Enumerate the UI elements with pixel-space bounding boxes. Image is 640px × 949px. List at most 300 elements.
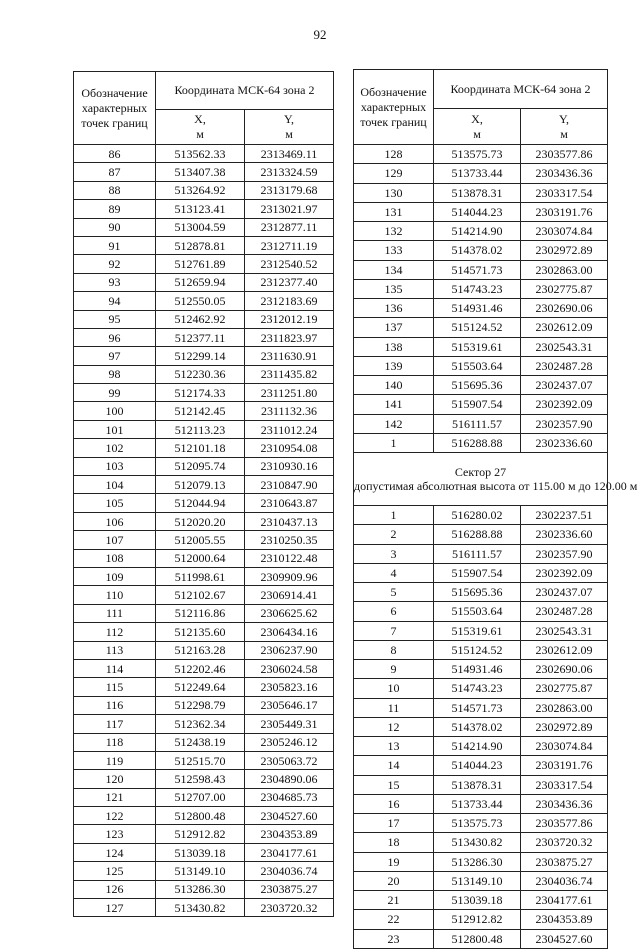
x-coordinate-cell: 512298.79 — [156, 696, 245, 714]
table-row — [74, 218, 334, 236]
table-row — [354, 222, 608, 241]
table-row — [354, 183, 608, 202]
x-coordinate-cell: 512438.19 — [156, 733, 245, 751]
x-coordinate-cell: 512550.05 — [156, 292, 245, 310]
point-number-cell: 138 — [354, 337, 434, 356]
x-coordinate-cell: 515319.61 — [434, 621, 521, 640]
point-number-cell: 114 — [74, 659, 156, 677]
y-coordinate-cell: 2302972.89 — [521, 717, 608, 736]
y-coordinate-cell: 2303074.84 — [521, 222, 608, 241]
table-row — [74, 255, 334, 273]
y-coordinate-cell: 2310437.13 — [245, 512, 334, 530]
point-number-cell: 96 — [74, 328, 156, 346]
x-coordinate-cell: 514378.02 — [434, 241, 521, 260]
y-coordinate-cell: 2303317.54 — [521, 183, 608, 202]
x-coordinate-cell: 514743.23 — [434, 679, 521, 698]
table-row — [354, 679, 608, 698]
x-coordinate-cell: 512135.60 — [156, 623, 245, 641]
point-number-cell: 3 — [354, 544, 434, 563]
x-coordinate-cell: 512202.46 — [156, 659, 245, 677]
point-number-cell: 8 — [354, 640, 434, 659]
y-coordinate-cell: 2304890.06 — [245, 770, 334, 788]
point-number-cell: 12 — [354, 717, 434, 736]
table-row — [354, 833, 608, 852]
table-row — [74, 531, 334, 549]
table-row — [354, 395, 608, 414]
table-row — [74, 733, 334, 751]
table-row — [354, 660, 608, 679]
x-coordinate-cell: 512462.92 — [156, 310, 245, 328]
sector-description: допустимая абсолютная высота от 115.00 м до 120.00 м — [354, 479, 638, 493]
x-coordinate-cell: 513575.73 — [434, 145, 521, 164]
table-row — [354, 775, 608, 794]
x-coordinate-cell: 512101.18 — [156, 439, 245, 457]
y-coordinate-cell: 2306237.90 — [245, 641, 334, 659]
x-coordinate-cell: 513286.30 — [156, 880, 245, 898]
y-coordinate-cell: 2302775.87 — [521, 279, 608, 298]
table-row — [74, 200, 334, 218]
point-number-cell: 106 — [74, 512, 156, 530]
header-x — [156, 110, 245, 145]
y-coordinate-cell: 2313179.68 — [245, 181, 334, 199]
y-coordinate-cell: 2310250.35 — [245, 531, 334, 549]
y-coordinate-cell: 2310847.90 — [245, 476, 334, 494]
table-row — [74, 843, 334, 861]
x-coordinate-cell: 516280.02 — [434, 506, 521, 525]
point-number-cell: 100 — [74, 402, 156, 420]
point-number-cell: 131 — [354, 202, 434, 221]
x-coordinate-cell: 513264.92 — [156, 181, 245, 199]
x-coordinate-cell: 514378.02 — [434, 717, 521, 736]
y-coordinate-cell: 2304177.61 — [245, 843, 334, 861]
header-point-designation: Обозначение характерных точек границ — [74, 72, 156, 145]
y-coordinate-cell: 2310930.16 — [245, 457, 334, 475]
y-coordinate-cell: 2309909.96 — [245, 567, 334, 585]
table-row — [354, 544, 608, 563]
x-coordinate-cell: 513123.41 — [156, 200, 245, 218]
y-coordinate-cell: 2303191.76 — [521, 202, 608, 221]
table-row — [354, 164, 608, 183]
x-coordinate-cell: 512116.86 — [156, 604, 245, 622]
y-coordinate-cell: 2302437.07 — [521, 583, 608, 602]
x-coordinate-cell: 512598.43 — [156, 770, 245, 788]
table-row — [74, 604, 334, 622]
y-coordinate-cell: 2312377.40 — [245, 273, 334, 291]
x-coordinate-cell: 514044.23 — [434, 756, 521, 775]
table-row — [354, 414, 608, 433]
y-coordinate-cell: 2310122.48 — [245, 549, 334, 567]
point-number-cell: 135 — [354, 279, 434, 298]
y-coordinate-cell: 2302357.90 — [521, 544, 608, 563]
table-row — [354, 433, 608, 452]
point-number-cell: 111 — [74, 604, 156, 622]
x-coordinate-cell: 512005.55 — [156, 531, 245, 549]
y-coordinate-cell: 2312711.19 — [245, 236, 334, 254]
point-number-cell: 113 — [74, 641, 156, 659]
table-row — [74, 549, 334, 567]
x-coordinate-cell: 512249.64 — [156, 678, 245, 696]
point-number-cell: 93 — [74, 273, 156, 291]
y-coordinate-cell: 2302972.89 — [521, 241, 608, 260]
y-coordinate-cell: 2303720.32 — [521, 833, 608, 852]
table-row — [354, 202, 608, 221]
point-number-cell: 117 — [74, 715, 156, 733]
x-coordinate-cell: 513430.82 — [156, 899, 245, 917]
x-coordinate-cell: 513149.10 — [156, 862, 245, 880]
y-coordinate-cell: 2306914.41 — [245, 586, 334, 604]
point-number-cell: 23 — [354, 929, 434, 948]
point-number-cell: 4 — [354, 563, 434, 582]
y-coordinate-cell: 2302690.06 — [521, 299, 608, 318]
table-row — [74, 347, 334, 365]
point-number-cell: 104 — [74, 476, 156, 494]
header-y-label: Y, — [558, 111, 570, 126]
y-coordinate-cell: 2305823.16 — [245, 678, 334, 696]
x-coordinate-cell: 515124.52 — [434, 318, 521, 337]
y-coordinate-cell: 2311630.91 — [245, 347, 334, 365]
table-row — [74, 273, 334, 291]
sector-title: Сектор 27 — [454, 465, 507, 479]
table-row — [74, 825, 334, 843]
table-row — [354, 929, 608, 948]
table-row — [354, 376, 608, 395]
x-coordinate-cell: 513004.59 — [156, 218, 245, 236]
header-y-unit: м — [560, 126, 568, 141]
y-coordinate-cell: 2303720.32 — [245, 899, 334, 917]
point-number-cell: 11 — [354, 698, 434, 717]
header-y-unit: м — [285, 127, 293, 141]
header-y — [245, 110, 334, 145]
x-coordinate-cell: 514044.23 — [434, 202, 521, 221]
y-coordinate-cell: 2303317.54 — [521, 775, 608, 794]
x-coordinate-cell: 512142.45 — [156, 402, 245, 420]
x-coordinate-cell: 514571.73 — [434, 698, 521, 717]
y-coordinate-cell: 2302336.60 — [521, 525, 608, 544]
y-coordinate-cell: 2303577.86 — [521, 145, 608, 164]
point-number-cell: 5 — [354, 583, 434, 602]
y-coordinate-cell: 2304527.60 — [521, 929, 608, 948]
x-coordinate-cell: 512659.94 — [156, 273, 245, 291]
point-number-cell: 128 — [354, 145, 434, 164]
y-coordinate-cell: 2310643.87 — [245, 494, 334, 512]
y-coordinate-cell: 2311823.97 — [245, 328, 334, 346]
y-coordinate-cell: 2302392.09 — [521, 563, 608, 582]
table-row — [74, 678, 334, 696]
x-coordinate-cell: 513733.44 — [434, 164, 521, 183]
y-coordinate-cell: 2304177.61 — [521, 891, 608, 910]
x-coordinate-cell: 513562.33 — [156, 145, 245, 163]
x-coordinate-cell: 513149.10 — [434, 871, 521, 890]
y-coordinate-cell: 2302543.31 — [521, 621, 608, 640]
point-number-cell: 119 — [74, 751, 156, 769]
point-number-cell: 134 — [354, 260, 434, 279]
x-coordinate-cell: 512515.70 — [156, 751, 245, 769]
x-coordinate-cell: 512079.13 — [156, 476, 245, 494]
point-number-cell: 129 — [354, 164, 434, 183]
table-row — [354, 356, 608, 375]
y-coordinate-cell: 2302487.28 — [521, 602, 608, 621]
table-row — [74, 659, 334, 677]
point-number-cell: 86 — [74, 145, 156, 163]
y-coordinate-cell: 2302690.06 — [521, 660, 608, 679]
point-number-cell: 110 — [74, 586, 156, 604]
x-coordinate-cell: 515695.36 — [434, 376, 521, 395]
y-coordinate-cell: 2302863.00 — [521, 260, 608, 279]
y-coordinate-cell: 2304036.74 — [521, 871, 608, 890]
x-coordinate-cell: 512707.00 — [156, 788, 245, 806]
table-row — [354, 640, 608, 659]
x-coordinate-cell: 513878.31 — [434, 183, 521, 202]
table-row — [74, 310, 334, 328]
table-row — [354, 525, 608, 544]
table-row — [74, 181, 334, 199]
y-coordinate-cell: 2305449.31 — [245, 715, 334, 733]
header-coordinate-system: Координата МСК-64 зона 2 — [156, 72, 334, 110]
table-row — [74, 899, 334, 917]
table-row — [74, 163, 334, 181]
table-row — [354, 756, 608, 775]
y-coordinate-cell: 2302357.90 — [521, 414, 608, 433]
x-coordinate-cell: 512362.34 — [156, 715, 245, 733]
y-coordinate-cell: 2303875.27 — [521, 852, 608, 871]
x-coordinate-cell: 512000.64 — [156, 549, 245, 567]
x-coordinate-cell: 512299.14 — [156, 347, 245, 365]
y-coordinate-cell: 2303191.76 — [521, 756, 608, 775]
point-number-cell: 21 — [354, 891, 434, 910]
table-row — [354, 318, 608, 337]
y-coordinate-cell: 2305246.12 — [245, 733, 334, 751]
table-row — [354, 602, 608, 621]
point-number-cell: 116 — [74, 696, 156, 714]
x-coordinate-cell: 512044.94 — [156, 494, 245, 512]
x-coordinate-cell: 512230.36 — [156, 365, 245, 383]
point-number-cell: 107 — [74, 531, 156, 549]
coordinates-table-right — [353, 69, 638, 949]
point-number-cell: 7 — [354, 621, 434, 640]
y-coordinate-cell: 2303074.84 — [521, 737, 608, 756]
table-row — [354, 279, 608, 298]
table-row — [74, 807, 334, 825]
table-row — [354, 794, 608, 813]
y-coordinate-cell: 2303875.27 — [245, 880, 334, 898]
table-row — [354, 871, 608, 890]
x-coordinate-cell: 512761.89 — [156, 255, 245, 273]
table-row — [74, 715, 334, 733]
y-coordinate-cell: 2310954.08 — [245, 439, 334, 457]
x-coordinate-cell: 514214.90 — [434, 737, 521, 756]
x-coordinate-cell: 512912.82 — [156, 825, 245, 843]
point-number-cell: 137 — [354, 318, 434, 337]
point-number-cell: 90 — [74, 218, 156, 236]
point-number-cell: 139 — [354, 356, 434, 375]
point-number-cell: 120 — [74, 770, 156, 788]
point-number-cell: 9 — [354, 660, 434, 679]
table-row — [74, 420, 334, 438]
x-coordinate-cell: 512113.23 — [156, 420, 245, 438]
x-coordinate-cell: 513039.18 — [156, 843, 245, 861]
point-number-cell: 97 — [74, 347, 156, 365]
y-coordinate-cell: 2302487.28 — [521, 356, 608, 375]
y-coordinate-cell: 2313324.59 — [245, 163, 334, 181]
table-row — [74, 567, 334, 585]
x-coordinate-cell: 512163.28 — [156, 641, 245, 659]
point-number-cell: 126 — [74, 880, 156, 898]
y-coordinate-cell: 2303577.86 — [521, 814, 608, 833]
table-row — [74, 586, 334, 604]
x-coordinate-cell: 514214.90 — [434, 222, 521, 241]
x-coordinate-cell: 513286.30 — [434, 852, 521, 871]
y-coordinate-cell: 2312877.11 — [245, 218, 334, 236]
table-row — [74, 862, 334, 880]
point-number-cell: 109 — [74, 567, 156, 585]
point-number-cell: 130 — [354, 183, 434, 202]
table-row — [74, 641, 334, 659]
x-coordinate-cell: 512800.48 — [434, 929, 521, 948]
y-coordinate-cell: 2305646.17 — [245, 696, 334, 714]
header-coordinate-system: Координата МСК-64 зона 2 — [434, 70, 608, 109]
header-y-label: Y, — [283, 112, 295, 126]
header-x — [434, 109, 521, 145]
point-number-cell: 136 — [354, 299, 434, 318]
point-number-cell: 13 — [354, 737, 434, 756]
table-row — [74, 788, 334, 806]
point-number-cell: 118 — [74, 733, 156, 751]
x-coordinate-cell: 516288.88 — [434, 525, 521, 544]
x-coordinate-cell: 515503.64 — [434, 602, 521, 621]
header-x-unit: м — [196, 127, 204, 141]
point-number-cell: 20 — [354, 871, 434, 890]
x-coordinate-cell: 513575.73 — [434, 814, 521, 833]
point-number-cell: 140 — [354, 376, 434, 395]
header-y — [521, 109, 608, 145]
y-coordinate-cell: 2302237.51 — [521, 506, 608, 525]
x-coordinate-cell: 512878.81 — [156, 236, 245, 254]
table-row — [354, 621, 608, 640]
point-number-cell: 94 — [74, 292, 156, 310]
point-number-cell: 16 — [354, 794, 434, 813]
point-number-cell: 18 — [354, 833, 434, 852]
point-number-cell: 6 — [354, 602, 434, 621]
table-row — [354, 910, 608, 929]
table-row — [354, 814, 608, 833]
point-number-cell: 132 — [354, 222, 434, 241]
x-coordinate-cell: 515695.36 — [434, 583, 521, 602]
y-coordinate-cell: 2302863.00 — [521, 698, 608, 717]
header-x-unit: м — [473, 126, 481, 141]
point-number-cell: 124 — [74, 843, 156, 861]
point-number-cell: 142 — [354, 414, 434, 433]
x-coordinate-cell: 516111.57 — [434, 414, 521, 433]
coordinates-table-left — [73, 71, 334, 917]
table-row — [74, 623, 334, 641]
point-number-cell: 122 — [74, 807, 156, 825]
point-number-cell: 127 — [74, 899, 156, 917]
point-number-cell: 87 — [74, 163, 156, 181]
point-number-cell: 115 — [74, 678, 156, 696]
y-coordinate-cell: 2312012.19 — [245, 310, 334, 328]
x-coordinate-cell: 513430.82 — [434, 833, 521, 852]
point-number-cell: 2 — [354, 525, 434, 544]
x-coordinate-cell: 511998.61 — [156, 567, 245, 585]
point-number-cell: 101 — [74, 420, 156, 438]
x-coordinate-cell: 512020.20 — [156, 512, 245, 530]
x-coordinate-cell: 514931.46 — [434, 660, 521, 679]
y-coordinate-cell: 2306625.62 — [245, 604, 334, 622]
point-number-cell: 141 — [354, 395, 434, 414]
point-number-cell: 19 — [354, 852, 434, 871]
x-coordinate-cell: 513407.38 — [156, 163, 245, 181]
y-coordinate-cell: 2312183.69 — [245, 292, 334, 310]
y-coordinate-cell: 2302775.87 — [521, 679, 608, 698]
x-coordinate-cell: 514931.46 — [434, 299, 521, 318]
x-coordinate-cell: 513878.31 — [434, 775, 521, 794]
x-coordinate-cell: 513039.18 — [434, 891, 521, 910]
header-x-label: X, — [471, 111, 483, 126]
point-number-cell: 10 — [354, 679, 434, 698]
y-coordinate-cell: 2313469.11 — [245, 145, 334, 163]
point-number-cell: 88 — [74, 181, 156, 199]
y-coordinate-cell: 2306434.16 — [245, 623, 334, 641]
y-coordinate-cell: 2312540.52 — [245, 255, 334, 273]
x-coordinate-cell: 515907.54 — [434, 563, 521, 582]
table-row — [74, 696, 334, 714]
x-coordinate-cell: 512377.11 — [156, 328, 245, 346]
x-coordinate-cell: 512912.82 — [434, 910, 521, 929]
header-point-designation: Обозначение характерных точек границ — [354, 70, 434, 145]
table-row — [74, 494, 334, 512]
y-coordinate-cell: 2302437.07 — [521, 376, 608, 395]
page-number: 92 — [313, 27, 327, 42]
point-number-cell: 99 — [74, 384, 156, 402]
y-coordinate-cell: 2302392.09 — [521, 395, 608, 414]
table-row — [354, 717, 608, 736]
table-row — [74, 328, 334, 346]
y-coordinate-cell: 2302612.09 — [521, 318, 608, 337]
point-number-cell: 89 — [74, 200, 156, 218]
table-row — [354, 737, 608, 756]
y-coordinate-cell: 2305063.72 — [245, 751, 334, 769]
y-coordinate-cell: 2304527.60 — [245, 807, 334, 825]
x-coordinate-cell: 515319.61 — [434, 337, 521, 356]
table-row — [74, 770, 334, 788]
y-coordinate-cell: 2306024.58 — [245, 659, 334, 677]
table-row — [354, 145, 608, 164]
x-coordinate-cell: 512095.74 — [156, 457, 245, 475]
point-number-cell: 92 — [74, 255, 156, 273]
y-coordinate-cell: 2302543.31 — [521, 337, 608, 356]
point-number-cell: 121 — [74, 788, 156, 806]
point-number-cell: 98 — [74, 365, 156, 383]
y-coordinate-cell: 2311435.82 — [245, 365, 334, 383]
table-row — [354, 852, 608, 871]
table-row — [74, 292, 334, 310]
y-coordinate-cell: 2302336.60 — [521, 433, 608, 452]
y-coordinate-cell: 2311012.24 — [245, 420, 334, 438]
x-coordinate-cell: 514743.23 — [434, 279, 521, 298]
x-coordinate-cell: 514571.73 — [434, 260, 521, 279]
x-coordinate-cell: 512174.33 — [156, 384, 245, 402]
point-number-cell: 102 — [74, 439, 156, 457]
header-x-label: X, — [194, 112, 206, 126]
point-number-cell: 17 — [354, 814, 434, 833]
table-row — [74, 880, 334, 898]
x-coordinate-cell: 515907.54 — [434, 395, 521, 414]
y-coordinate-cell: 2311251.80 — [245, 384, 334, 402]
x-coordinate-cell: 512102.67 — [156, 586, 245, 604]
point-number-cell: 108 — [74, 549, 156, 567]
table-row — [74, 145, 334, 163]
y-coordinate-cell: 2302612.09 — [521, 640, 608, 659]
